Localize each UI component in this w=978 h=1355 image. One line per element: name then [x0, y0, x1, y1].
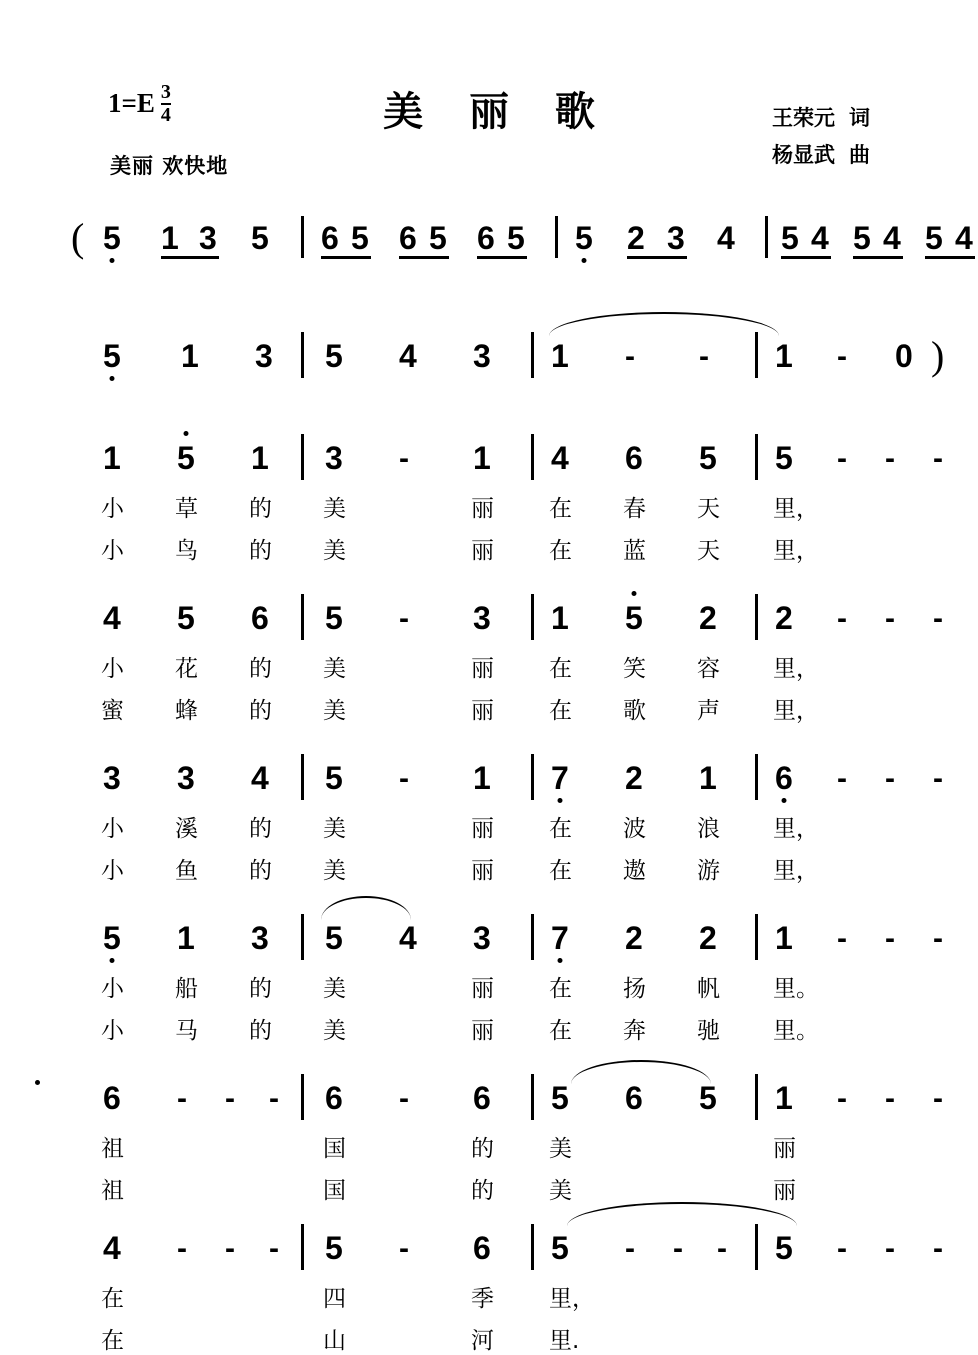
lyric-verse1: 美	[323, 496, 346, 522]
lyric-verse1: 草	[175, 496, 198, 522]
key-signature: 1=E	[108, 88, 155, 118]
sustain-dash: -	[837, 1082, 847, 1115]
beam	[477, 256, 527, 259]
lyric-verse2: 祖	[101, 1178, 124, 1204]
lyric-verse1: 里，	[773, 656, 819, 682]
lyric-verse1: 溪	[175, 816, 198, 842]
note: 1	[103, 440, 121, 476]
lyric-verse1: 扬	[623, 976, 646, 1002]
barline	[531, 1224, 534, 1270]
note: 6	[103, 1080, 121, 1116]
beam	[781, 256, 831, 259]
lyric-verse2: 丽	[471, 1018, 494, 1044]
barline	[755, 1224, 758, 1270]
lyric-verse1: 四	[323, 1286, 346, 1312]
lyric-verse2: 的	[249, 1018, 272, 1044]
note: 3	[251, 920, 269, 956]
note: 6	[251, 600, 269, 636]
barline	[531, 332, 534, 378]
note: 6	[625, 440, 643, 476]
composer-role: 曲	[849, 142, 870, 167]
note: 5	[625, 600, 643, 636]
lyric-verse1: 帆	[697, 976, 720, 1002]
sustain-dash: -	[885, 442, 895, 475]
barline	[555, 216, 558, 258]
lyricist-name: 王荣元	[772, 106, 835, 130]
page-title: 美 丽 歌	[383, 89, 611, 135]
barline	[755, 332, 758, 378]
note: 5	[853, 220, 871, 256]
lyric-verse2: 美	[323, 538, 346, 564]
sustain-dash: -	[933, 1232, 943, 1265]
lyric-verse1: 丽	[471, 976, 494, 1002]
sustain-dash: -	[399, 762, 409, 795]
note: 5	[775, 440, 793, 476]
note: 7	[551, 920, 569, 956]
sustain-dash: -	[837, 1232, 847, 1265]
lyric-verse1: 国	[323, 1136, 346, 1162]
lyric-verse2: 在	[549, 1018, 572, 1044]
sustain-dash: -	[399, 1082, 409, 1115]
beam	[925, 256, 975, 259]
barline	[755, 594, 758, 640]
barline	[531, 914, 534, 960]
note: 1	[473, 440, 491, 476]
note: 5	[575, 220, 593, 256]
note: 3	[473, 600, 491, 636]
note: 7	[551, 760, 569, 796]
barline	[531, 1074, 534, 1120]
note: 6	[477, 220, 495, 256]
sustain-dash: -	[269, 1082, 279, 1115]
sustain-dash: -	[625, 1232, 635, 1265]
lyric-verse1: 的	[249, 656, 272, 682]
note: 2	[625, 920, 643, 956]
note: 5	[925, 220, 943, 256]
note: 5	[103, 338, 121, 374]
lyric-verse1: 小	[101, 496, 124, 522]
note: 4	[717, 220, 735, 256]
note: 1	[551, 600, 569, 636]
lyric-verse2: 美	[323, 1018, 346, 1044]
sustain-dash: -	[225, 1232, 235, 1265]
note: 2	[775, 600, 793, 636]
lyric-verse2: 里，	[773, 698, 819, 724]
lyric-verse1: 春	[623, 496, 646, 522]
barline	[765, 216, 768, 258]
lyric-verse1: 小	[101, 816, 124, 842]
sustain-dash: -	[885, 1082, 895, 1115]
lyric-verse1: 天	[697, 496, 720, 522]
lyric-verse2: 马	[175, 1018, 198, 1044]
staff-system-intro-1	[71, 210, 973, 282]
sustain-dash: -	[625, 340, 635, 373]
lyric-verse2: 丽	[471, 698, 494, 724]
lyric-verse1: 里，	[773, 816, 819, 842]
sustain-dash: -	[933, 922, 943, 955]
note: 5	[351, 220, 369, 256]
sustain-dash: -	[399, 602, 409, 635]
beam	[321, 256, 371, 259]
lyric-verse2: 在	[549, 858, 572, 884]
lyric-verse2: 国	[323, 1178, 346, 1204]
barline	[755, 434, 758, 480]
sustain-dash: -	[177, 1082, 187, 1115]
note: 5	[699, 440, 717, 476]
sustain-dash: -	[837, 922, 847, 955]
note: 3	[667, 220, 685, 256]
lyric-verse2: 蜂	[175, 698, 198, 724]
note: 3	[199, 220, 217, 256]
lyric-verse2: 歌	[623, 698, 646, 724]
beam	[627, 256, 687, 259]
note: 4	[399, 338, 417, 374]
note: 2	[627, 220, 645, 256]
staff-system-3	[89, 754, 943, 904]
sustain-dash: -	[933, 1082, 943, 1115]
staff-system-1	[89, 434, 943, 584]
lyric-verse1: 的	[249, 976, 272, 1002]
note: 4	[103, 600, 121, 636]
sustain-dash: -	[837, 442, 847, 475]
staff-system-5	[89, 1074, 943, 1214]
lyric-verse1: 笑	[623, 656, 646, 682]
note: 1	[775, 920, 793, 956]
note: 4	[811, 220, 829, 256]
note: 1	[161, 220, 179, 256]
note: 5	[177, 440, 195, 476]
barline	[531, 594, 534, 640]
sustain-dash: -	[837, 762, 847, 795]
lyric-verse2: 在	[549, 698, 572, 724]
sustain-dash: -	[673, 1232, 683, 1265]
sustain-dash: -	[399, 442, 409, 475]
lyric-verse2: 山	[323, 1328, 346, 1354]
lyric-verse2: 丽	[471, 858, 494, 884]
note: 2	[699, 600, 717, 636]
sustain-dash: -	[933, 602, 943, 635]
barline	[531, 434, 534, 480]
note: 2	[625, 760, 643, 796]
note: 5	[177, 600, 195, 636]
barline	[755, 754, 758, 800]
beam	[853, 256, 903, 259]
lyric-verse1: 美	[323, 816, 346, 842]
sustain-dash: -	[177, 1232, 187, 1265]
lyric-verse2: 鸟	[175, 538, 198, 564]
sustain-dash: -	[933, 762, 943, 795]
note: 3	[325, 440, 343, 476]
composer-row	[772, 137, 870, 174]
note: 5	[429, 220, 447, 256]
credits-block	[772, 100, 870, 174]
note: 6	[399, 220, 417, 256]
note: 5	[251, 220, 269, 256]
lyric-verse2: 里，	[773, 538, 819, 564]
sustain-dash: -	[885, 602, 895, 635]
lyric-verse2: 的	[471, 1178, 494, 1204]
barline	[301, 332, 304, 378]
lyric-verse2: 蜜	[101, 698, 124, 724]
lyric-verse1: 丽	[471, 656, 494, 682]
note: 5	[325, 1230, 343, 1266]
lyric-verse1: 小	[101, 976, 124, 1002]
note: 3	[473, 338, 491, 374]
note: 6	[473, 1230, 491, 1266]
note: 1	[775, 338, 793, 374]
note: 3	[103, 760, 121, 796]
sustain-dash: -	[837, 602, 847, 635]
lyric-verse2: 的	[249, 538, 272, 564]
lyric-verse2: 里.	[549, 1328, 580, 1354]
lyric-verse2: 里。	[773, 1018, 819, 1044]
lyric-verse1: 美	[323, 656, 346, 682]
note: 1	[699, 760, 717, 796]
lyric-verse2: 的	[249, 698, 272, 724]
lyricist-role: 词	[849, 106, 870, 130]
staff-system-2	[89, 594, 943, 744]
note: 6	[775, 760, 793, 796]
note: 4	[251, 760, 269, 796]
lyric-verse2: 小	[101, 858, 124, 884]
note: 5	[325, 920, 343, 956]
lyric-verse2: 天	[697, 538, 720, 564]
note: 4	[399, 920, 417, 956]
note: 4	[883, 220, 901, 256]
note: 6	[625, 1080, 643, 1116]
lyric-verse1: 在	[549, 816, 572, 842]
lyric-verse1: 的	[249, 816, 272, 842]
note: 5	[699, 1080, 717, 1116]
intro-open-paren: (	[71, 215, 85, 260]
lyric-verse2: 里，	[773, 858, 819, 884]
note: 1	[775, 1080, 793, 1116]
note: 5	[325, 338, 343, 374]
note: 5	[103, 920, 121, 956]
lyric-verse2: 在	[101, 1328, 124, 1354]
lyric-verse1: 丽	[773, 1136, 796, 1162]
note: 5	[551, 1230, 569, 1266]
sustain-dash: -	[399, 1232, 409, 1265]
lyric-verse1: 丽	[471, 496, 494, 522]
sustain-dash: -	[699, 340, 709, 373]
lyric-verse1: 里，	[773, 496, 819, 522]
note: 4	[955, 220, 973, 256]
barline	[301, 434, 304, 480]
sustain-dash: -	[717, 1232, 727, 1265]
tie-slur	[549, 312, 779, 336]
lyric-verse2: 奔	[623, 1018, 646, 1044]
lyric-verse1: 在	[549, 976, 572, 1002]
note: 1	[551, 338, 569, 374]
composer-name: 杨显武	[772, 142, 835, 167]
sustain-dash: -	[885, 1232, 895, 1265]
score-header	[0, 0, 978, 180]
note: 4	[551, 440, 569, 476]
note: 5	[781, 220, 799, 256]
lyric-verse2: 美	[323, 858, 346, 884]
lyric-verse2: 声	[697, 698, 720, 724]
barline	[301, 216, 304, 258]
lyric-verse1: 美	[549, 1136, 572, 1162]
staff-system-4	[89, 914, 943, 1064]
lyricist-row	[772, 100, 870, 137]
note: 0	[895, 338, 913, 374]
lyric-verse1: 浪	[697, 816, 720, 842]
time-signature-numerator: 3	[160, 81, 171, 103]
lyric-verse1: 的	[471, 1136, 494, 1162]
barline	[531, 754, 534, 800]
barline	[301, 1224, 304, 1270]
barline	[301, 594, 304, 640]
sustain-dash: -	[837, 340, 847, 373]
lyric-verse1: 里。	[773, 976, 819, 1002]
lyric-verse2: 小	[101, 1018, 124, 1044]
sustain-dash: -	[885, 922, 895, 955]
beam	[161, 256, 219, 259]
lyric-verse1: 波	[623, 816, 646, 842]
lyric-verse2: 小	[101, 538, 124, 564]
lyric-verse2: 美	[323, 698, 346, 724]
lyric-verse1: 在	[101, 1286, 124, 1312]
tempo-marking: 美丽 欢快地	[110, 154, 229, 178]
note: 5	[551, 1080, 569, 1116]
lyric-verse2: 鱼	[175, 858, 198, 884]
lyric-verse2: 美	[549, 1178, 572, 1204]
lyric-verse1: 容	[697, 656, 720, 682]
lyric-verse1: 美	[323, 976, 346, 1002]
time-signature-denominator: 4	[160, 104, 171, 126]
sustain-dash: -	[269, 1232, 279, 1265]
note: 1	[473, 760, 491, 796]
note: 3	[255, 338, 273, 374]
lyric-verse1: 的	[249, 496, 272, 522]
note: 3	[177, 760, 195, 796]
note: 1	[177, 920, 195, 956]
note: 3	[473, 920, 491, 956]
lyric-verse2: 河	[471, 1328, 494, 1354]
note: 6	[321, 220, 339, 256]
note: 6	[325, 1080, 343, 1116]
lyric-verse2: 在	[549, 538, 572, 564]
note: 5	[775, 1230, 793, 1266]
note: 4	[103, 1230, 121, 1266]
note: 5	[325, 600, 343, 636]
lyric-verse1: 季	[471, 1286, 494, 1312]
lyric-verse2: 遨	[623, 858, 646, 884]
lyric-verse2: 蓝	[623, 538, 646, 564]
lyric-verse1: 小	[101, 656, 124, 682]
lyric-verse2: 丽	[471, 538, 494, 564]
note: 2	[699, 920, 717, 956]
barline	[301, 754, 304, 800]
lyric-verse1: 里，	[549, 1286, 595, 1312]
beam	[399, 256, 449, 259]
lyric-verse1: 祖	[101, 1136, 124, 1162]
barline	[755, 914, 758, 960]
sustain-dash: -	[225, 1082, 235, 1115]
note: 1	[181, 338, 199, 374]
lyric-verse2: 游	[697, 858, 720, 884]
barline	[755, 1074, 758, 1120]
lyric-verse2: 的	[249, 858, 272, 884]
note: 5	[103, 220, 121, 256]
staff-system-6	[89, 1224, 943, 1354]
lyric-verse1: 在	[549, 656, 572, 682]
page-speck	[35, 1080, 40, 1085]
lyric-verse1: 船	[175, 976, 198, 1002]
sustain-dash: -	[933, 442, 943, 475]
lyric-verse1: 丽	[471, 816, 494, 842]
note: 1	[251, 440, 269, 476]
lyric-verse2: 丽	[773, 1178, 796, 1204]
sustain-dash: -	[885, 762, 895, 795]
staff-system-intro-2	[89, 314, 945, 406]
lyric-verse1: 在	[549, 496, 572, 522]
barline	[301, 914, 304, 960]
lyric-verse1: 花	[175, 656, 198, 682]
note: 5	[507, 220, 525, 256]
barline	[301, 1074, 304, 1120]
note: 6	[473, 1080, 491, 1116]
lyric-verse2: 驰	[697, 1018, 720, 1044]
note: 5	[325, 760, 343, 796]
intro-close-paren: )	[931, 333, 945, 378]
